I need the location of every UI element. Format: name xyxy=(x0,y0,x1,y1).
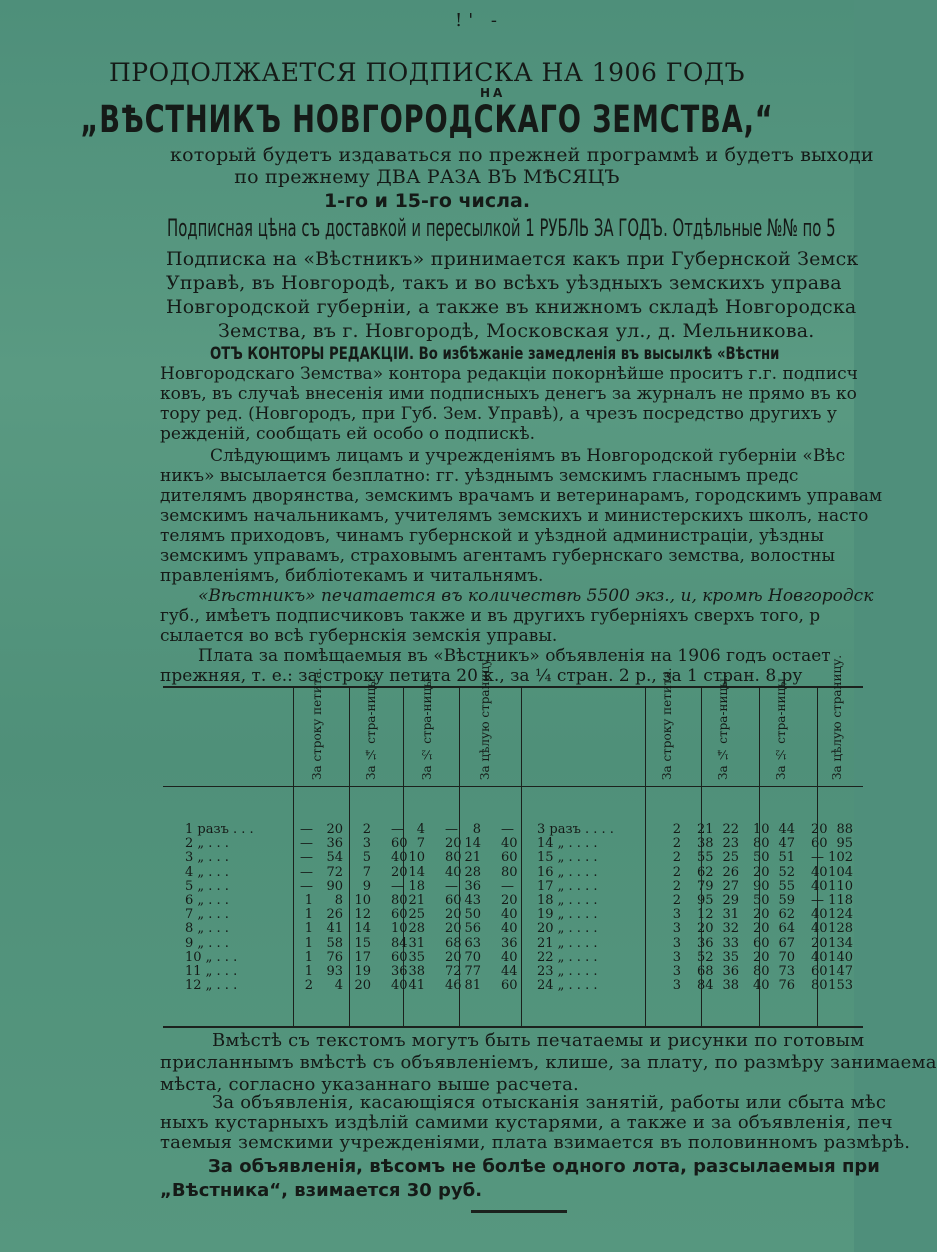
rate-cell: 77 xyxy=(464,964,481,979)
rate-cell: 60 xyxy=(753,935,770,951)
row-label: 11 „ . . . xyxy=(185,964,238,979)
rate-cell: 90 xyxy=(753,878,770,894)
rate-cell: 104 xyxy=(828,864,853,880)
rate-cell: 1 xyxy=(304,949,313,965)
rate-cell: 14 xyxy=(464,836,481,852)
heading-line3: по прежнему ДВА РАЗА ВЪ МѢСЯЦЪ xyxy=(234,166,620,188)
rate-cell: 36 xyxy=(464,878,481,894)
rate-cell: 50 xyxy=(753,850,770,866)
rate-cell: 18 xyxy=(408,878,425,894)
row-label: 19 „ . . . . xyxy=(537,907,598,923)
rate-cell: 70 xyxy=(778,949,795,965)
rate-cell: 9 xyxy=(362,878,371,894)
rate-cell: 25 xyxy=(722,850,739,866)
rate-cell: 3 xyxy=(362,836,371,852)
rate-cell: 40 xyxy=(811,949,828,965)
rate-cell: 110 xyxy=(828,878,853,894)
p3-line5: телямъ приходовъ, чинамъ губернской и уѣздной администраціи, уѣздны xyxy=(160,526,824,546)
p3-line3: дителямъ дворянства, земскимъ врачамъ и ветеринарамъ, городскимъ управам xyxy=(160,486,883,506)
p4-line1: «Вѣстникъ» печатается въ количествѣ 5500 экз., и, кромѣ Новгородск xyxy=(198,586,874,606)
rate-cell: 40 xyxy=(501,949,518,965)
rate-cell: 1 xyxy=(304,964,313,979)
p3-line2: никъ» высылается безплатно: гг. уѣзднымъ земскимъ гласнымъ предс xyxy=(160,466,799,486)
rate-cell: 147 xyxy=(828,964,853,979)
rate-cell: 12 xyxy=(354,907,371,923)
rate-cell: 70 xyxy=(464,949,481,965)
rate-cell: — xyxy=(445,878,458,894)
rate-cell: — xyxy=(501,878,514,894)
rate-cell: 68 xyxy=(445,935,462,951)
rate-cell: 20 xyxy=(697,921,714,937)
rate-cell: 73 xyxy=(778,964,795,979)
rate-cell: 15 xyxy=(354,935,371,951)
rate-cell: 1 xyxy=(304,935,313,951)
rate-cell: 80 xyxy=(445,850,462,866)
rate-cell: 68 xyxy=(697,964,714,979)
p3-line1: Слѣдующимъ лицамъ и учрежденіямъ въ Новгородской губерніи «Вѣс xyxy=(210,446,846,466)
p3-line6: земскимъ управамъ, страховымъ агентамъ губернскаго земства, волостны xyxy=(160,546,835,566)
p1-line4: Земства, въ г. Новгородѣ, Московская ул., д. Мельникова. xyxy=(218,320,815,342)
rate-cell: 47 xyxy=(778,836,795,852)
header-left-line: За строку петита. xyxy=(310,667,324,780)
rate-cell: 10 xyxy=(391,921,408,937)
rate-cell: 4 xyxy=(416,822,425,837)
rate-cell: 80 xyxy=(391,893,408,908)
rate-cell: 38 xyxy=(408,964,425,979)
rate-cell: 95 xyxy=(697,893,714,908)
row-label: 18 „ . . . . xyxy=(537,893,598,908)
rate-cell: — xyxy=(811,893,824,908)
rate-cell: 1 xyxy=(304,893,313,908)
rate-cell: 58 xyxy=(326,935,343,951)
row-label: 22 „ . . . . xyxy=(537,949,598,965)
rate-cell: 3 xyxy=(672,921,681,937)
row-label: 9 „ . . . xyxy=(185,935,229,951)
rate-cell: 60 xyxy=(391,907,408,923)
rate-cell: 93 xyxy=(326,964,343,979)
rate-cell: 20 xyxy=(326,822,343,837)
row-label: 20 „ . . . . xyxy=(537,921,598,937)
rate-cell: 31 xyxy=(722,907,739,923)
rate-cell: 40 xyxy=(501,907,518,923)
p2-line2: Новгородскаго Земства» контора редакціи покорнѣйше проситъ г.г. подписч xyxy=(160,364,858,384)
header-left-half: За ½ стра-ницы. xyxy=(420,674,434,780)
rate-cell: 84 xyxy=(697,978,714,994)
rate-cell: 60 xyxy=(391,836,408,852)
rate-cell: 46 xyxy=(445,978,462,994)
row-label: 17 „ . . . . xyxy=(537,878,598,894)
na-label: НА xyxy=(480,86,506,100)
rate-cell: 51 xyxy=(778,850,795,866)
rate-cell: 140 xyxy=(828,949,853,965)
journal-title: „ВѢСТНИКЪ НОВГОРОДСКАГО ЗЕМСТВА,“ xyxy=(80,98,774,141)
rate-cell: 3 xyxy=(672,964,681,979)
header-left-full: За цѣлую страницу. xyxy=(478,654,492,780)
rate-cell: 88 xyxy=(836,822,853,837)
rate-cell: 7 xyxy=(416,836,425,852)
heading-line2: который будетъ издаваться по прежней программѣ и будетъ выходи xyxy=(170,144,874,166)
rate-cell: 40 xyxy=(811,864,828,880)
rate-cell: 20 xyxy=(445,836,462,852)
p1-line1: Подписка на «Вѣстникъ» принимается какъ при Губернской Земск xyxy=(166,248,859,270)
rate-cell: 27 xyxy=(722,878,739,894)
rate-cell: 10 xyxy=(408,850,425,866)
rate-cell: 2 xyxy=(304,978,313,994)
rate-cell: 80 xyxy=(811,978,828,994)
rate-cell: 26 xyxy=(722,864,739,880)
row-label: 6 „ . . . xyxy=(185,893,229,908)
rate-cell: 40 xyxy=(753,978,770,994)
top-mark: !' - xyxy=(455,10,503,31)
p7-line1: За объявленія, касающіяся отысканія занятій, работы или сбыта мѣс xyxy=(212,1092,887,1113)
rate-cell: 38 xyxy=(697,836,714,852)
rate-cell: 36 xyxy=(722,964,739,979)
rate-cell: 59 xyxy=(778,893,795,908)
header-right-full: За цѣлую страницу. xyxy=(830,654,844,780)
rate-cell: 134 xyxy=(828,935,853,951)
rate-cell: 124 xyxy=(828,907,853,923)
rate-cell: 20 xyxy=(391,864,408,880)
rate-cell: 80 xyxy=(753,836,770,852)
rate-cell: 52 xyxy=(778,864,795,880)
row-label: 5 „ . . . xyxy=(185,878,229,894)
rate-cell: 50 xyxy=(753,893,770,908)
rate-cell: 14 xyxy=(408,864,425,880)
p2-line4: тору ред. (Новгородъ, при Губ. Зем. Управѣ), а чрезъ посредство другихъ у xyxy=(160,404,837,424)
rate-cell: 2 xyxy=(672,893,681,908)
p4-line3: сылается во всѣ губернскія земскія управы. xyxy=(160,626,558,646)
rate-cell: — xyxy=(300,878,313,894)
rate-cell: 4 xyxy=(334,978,343,994)
rate-cell: — xyxy=(391,878,404,894)
rate-cell: 20 xyxy=(501,893,518,908)
rate-cell: 60 xyxy=(391,949,408,965)
rate-cell: 40 xyxy=(811,907,828,923)
rate-cell: 81 xyxy=(464,978,481,994)
rate-cell: 20 xyxy=(811,822,828,837)
rate-cell: 41 xyxy=(326,921,343,937)
rate-cell: 50 xyxy=(464,907,481,923)
rate-cell: 28 xyxy=(408,921,425,937)
rate-cell: 21 xyxy=(408,893,425,908)
table-header-rule xyxy=(163,786,863,787)
rate-cell: 40 xyxy=(501,836,518,852)
rate-cell: — xyxy=(811,850,824,866)
heading-line4: 1-го и 15-го числа. xyxy=(323,190,531,212)
p6-line1: Вмѣстѣ съ текстомъ могутъ быть печатаемы и рисунки по готовым xyxy=(212,1030,865,1051)
p2-line1: ОТЪ КОНТОРЫ РЕДАКЦІИ. Во избѣжаніе замедленія въ высылкѣ «Вѣстни xyxy=(210,344,780,364)
rate-cell: 60 xyxy=(811,964,828,979)
rate-cell: 17 xyxy=(354,949,371,965)
rate-cell: 20 xyxy=(753,864,770,880)
rate-cell: 43 xyxy=(464,893,481,908)
rate-cell: 72 xyxy=(445,964,462,979)
rate-cell: 3 xyxy=(672,935,681,951)
row-label: 15 „ . . . . xyxy=(537,850,598,866)
rate-cell: 55 xyxy=(697,850,714,866)
p8-line2: „Вѣстника“, взимается 30 руб. xyxy=(160,1180,483,1201)
rate-cell: 21 xyxy=(697,822,714,837)
rate-cell: — xyxy=(300,850,313,866)
rate-cell: 40 xyxy=(445,864,462,880)
rate-cell: 56 xyxy=(464,921,481,937)
rate-cell: 8 xyxy=(334,893,343,908)
rate-cell: 20 xyxy=(753,907,770,923)
rate-cell: 20 xyxy=(811,935,828,951)
rate-cell: 41 xyxy=(408,978,425,994)
rate-cell: 84 xyxy=(391,935,408,951)
subscription-heading: ПРОДОЛЖАЕТСЯ ПОДПИСКА НА 1906 ГОДЪ xyxy=(108,58,746,87)
row-label: 16 „ . . . . xyxy=(537,864,598,880)
header-right-line: За строку петита. xyxy=(660,667,674,780)
rate-cell: 80 xyxy=(501,864,518,880)
p8-line1: За объявленія, вѣсомъ не болѣе одного лота, разсылаемыя при xyxy=(208,1156,880,1177)
rate-cell: 23 xyxy=(722,836,739,852)
rate-cell: 95 xyxy=(836,836,853,852)
p1-line2: Управѣ, въ Новгородѣ, такъ и во всѣхъ уѣздныхъ земскихъ управа xyxy=(166,272,842,294)
rate-cell: 62 xyxy=(778,907,795,923)
rate-cell: — xyxy=(300,864,313,880)
rate-cell: 33 xyxy=(722,935,739,951)
rate-cell: 2 xyxy=(362,822,371,837)
rate-cell: 76 xyxy=(778,978,795,994)
header-right-half: За ½ стра-ницы. xyxy=(774,674,788,780)
rate-cell: 31 xyxy=(408,935,425,951)
rate-cell: — xyxy=(501,822,514,837)
rate-cell: 60 xyxy=(501,850,518,866)
rate-cell: 44 xyxy=(501,964,518,979)
rate-cell: 2 xyxy=(672,822,681,837)
rate-cell: 3 xyxy=(672,949,681,965)
row-label: 3 „ . . . xyxy=(185,850,229,866)
rate-cell: 2 xyxy=(672,850,681,866)
rate-cell: 40 xyxy=(811,921,828,937)
rate-cell: 7 xyxy=(362,864,371,880)
rate-cell: 128 xyxy=(828,921,853,937)
p5-line2: прежняя, т. е.: за строку петита 20 к., за ¼ стран. 2 р., за 1 стран. 8 ру xyxy=(160,666,803,686)
rate-cell: 32 xyxy=(722,921,739,937)
rate-cell: 40 xyxy=(501,921,518,937)
row-label: 14 „ . . . . xyxy=(537,836,598,852)
rate-cell: 28 xyxy=(464,864,481,880)
rate-cell: — xyxy=(300,836,313,852)
rate-cell: 19 xyxy=(354,964,371,979)
row-label: 24 „ . . . . xyxy=(537,978,598,994)
rate-cell: 54 xyxy=(326,850,343,866)
rate-cell: 62 xyxy=(697,864,714,880)
rate-cell: 76 xyxy=(326,949,343,965)
header-right-quarter: За ¼ стра-ницы. xyxy=(716,674,730,780)
rate-cell: 52 xyxy=(697,949,714,965)
rate-cell: 80 xyxy=(753,964,770,979)
rate-cell: 35 xyxy=(408,949,425,965)
p2-line5: режденій, сообщать ей особо о подпискѣ. xyxy=(160,424,536,444)
rate-cell: 1 xyxy=(304,907,313,923)
rate-cell: 36 xyxy=(501,935,518,951)
p7-line3: таемыя земскими учрежденіями, плата взимается въ половинномъ размѣрѣ. xyxy=(160,1132,911,1153)
rate-cell: 60 xyxy=(445,893,462,908)
row-label: 3 разъ . . . . xyxy=(537,822,614,837)
row-label: 1 разъ . . . xyxy=(185,822,254,837)
rate-cell: 38 xyxy=(722,978,739,994)
rate-cell: — xyxy=(300,822,313,837)
rate-cell: 40 xyxy=(391,850,408,866)
rate-cell: 5 xyxy=(362,850,371,866)
p2-line3: ковъ, въ случаѣ внесенія ими подписныхъ денегъ за журналъ не прямо въ ко xyxy=(160,384,857,404)
rate-cell: 29 xyxy=(722,893,739,908)
rate-cell: 72 xyxy=(326,864,343,880)
row-label: 2 „ . . . xyxy=(185,836,229,852)
rate-cell: — xyxy=(445,822,458,837)
rate-cell: 2 xyxy=(672,878,681,894)
rate-cell: 36 xyxy=(391,964,408,979)
price-line: Подписная цѣна съ доставкой и пересылкой 1 РУБЛЬ ЗА ГОДЪ. Отдѣльные №№ по 5 xyxy=(167,214,836,242)
row-label: 4 „ . . . xyxy=(185,864,229,880)
rate-cell: 90 xyxy=(326,878,343,894)
rate-cell: 36 xyxy=(697,935,714,951)
p7-line2: ныхъ кустарныхъ издѣлій самими кустарями, а также и за объявленія, печ xyxy=(160,1112,893,1133)
table-row xyxy=(163,978,863,994)
rate-cell: 40 xyxy=(391,978,408,994)
rate-cell: 21 xyxy=(464,850,481,866)
rate-cell: 25 xyxy=(408,907,425,923)
rate-cell: 12 xyxy=(697,907,714,923)
closing-rule xyxy=(471,1210,567,1213)
rate-cell: 26 xyxy=(326,907,343,923)
header-left-quarter: За ¼ стра-ницы. xyxy=(364,674,378,780)
rate-cell: 60 xyxy=(811,836,828,852)
rate-cell: 63 xyxy=(464,935,481,951)
p1-line3: Новгородской губерніи, а также въ книжномъ складѣ Новгородска xyxy=(166,296,857,318)
p6-line3: мѣста, согласно указаннаго выше расчета. xyxy=(160,1074,579,1095)
rate-cell: 10 xyxy=(354,893,371,908)
p4-line2: губ., имѣетъ подписчиковъ также и въ другихъ губерніяхъ сверхъ того, р xyxy=(160,606,821,626)
rate-cell: 10 xyxy=(753,822,770,837)
p6-line2: присланнымъ вмѣстѣ съ объявленіемъ, клише, за плату, по размѣру занимаема xyxy=(160,1052,937,1073)
rate-cell: 36 xyxy=(326,836,343,852)
p3-line7: правленіямъ, библіотекамъ и читальнямъ. xyxy=(160,566,544,586)
row-label: 12 „ . . . xyxy=(185,978,238,994)
rate-cell: 2 xyxy=(672,836,681,852)
rate-cell: 2 xyxy=(672,864,681,880)
rate-cell: 20 xyxy=(445,949,462,965)
rate-cell: 102 xyxy=(828,850,853,866)
rate-cell: 55 xyxy=(778,878,795,894)
rate-cell: 14 xyxy=(354,921,371,937)
rate-cell: — xyxy=(391,822,404,837)
rate-cell: 118 xyxy=(828,893,853,908)
rate-cell: 22 xyxy=(722,822,739,837)
rate-cell: 3 xyxy=(672,978,681,994)
rate-cell: 35 xyxy=(722,949,739,965)
row-label: 8 „ . . . xyxy=(185,921,229,937)
rate-cell: 79 xyxy=(697,878,714,894)
rate-cell: 67 xyxy=(778,935,795,951)
rate-cell: 64 xyxy=(778,921,795,937)
p5-line1: Плата за помѣщаемыя въ «Вѣстникъ» объявленія на 1906 годъ остает xyxy=(198,646,831,666)
rate-cell: 153 xyxy=(828,978,853,994)
rate-cell: 44 xyxy=(778,822,795,837)
rate-cell: 20 xyxy=(445,921,462,937)
rate-cell: 20 xyxy=(753,921,770,937)
rate-cell: 60 xyxy=(501,978,518,994)
p3-line4: земскимъ начальникамъ, учителямъ земскихъ и министерскихъ школъ, насто xyxy=(160,506,869,526)
rate-cell: 3 xyxy=(672,907,681,923)
row-label: 23 „ . . . . xyxy=(537,964,598,979)
row-label: 10 „ . . . xyxy=(185,949,238,965)
rate-cell: 1 xyxy=(304,921,313,937)
rate-cell: 20 xyxy=(753,949,770,965)
rate-cell: 40 xyxy=(811,878,828,894)
row-label: 7 „ . . . xyxy=(185,907,229,923)
row-label: 21 „ . . . . xyxy=(537,935,598,951)
rate-cell: 20 xyxy=(354,978,371,994)
rate-cell: 20 xyxy=(445,907,462,923)
rate-cell: 8 xyxy=(472,822,481,837)
